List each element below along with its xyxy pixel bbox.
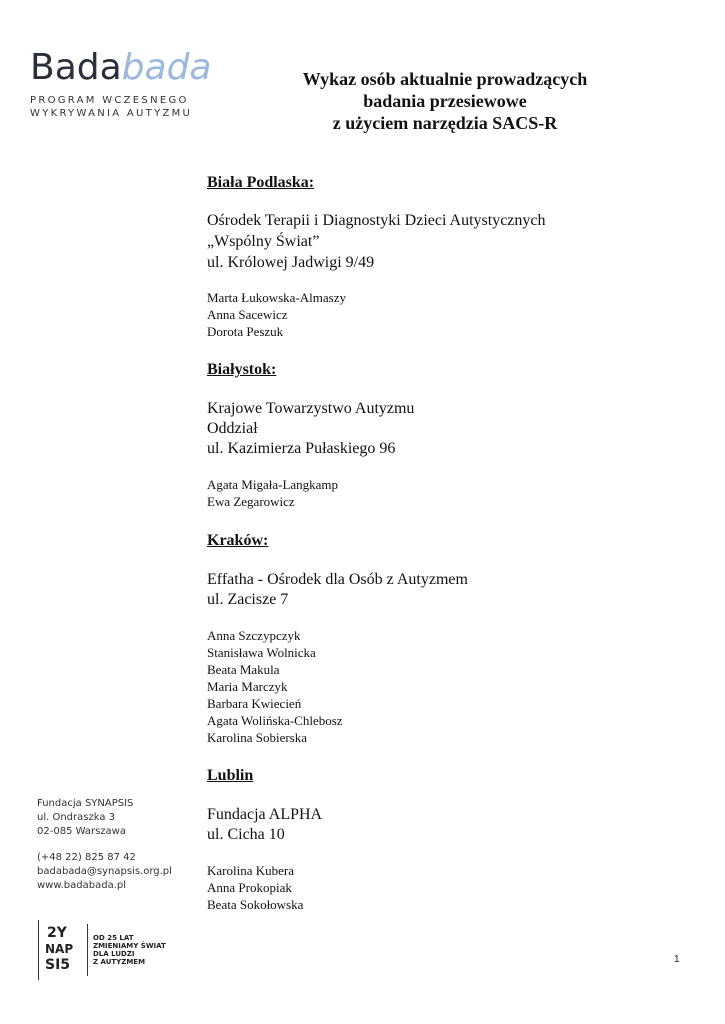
synapsis-tagline (93, 934, 166, 966)
org-line: ul. Kazimierza Pułaskiego 96 (207, 440, 396, 457)
org-line: „Wspólny Świat” (207, 233, 320, 250)
person-name: Agata Migała-Langkamp (207, 477, 339, 492)
synapsis-mark (38, 920, 89, 980)
org-line: Oddział (207, 420, 258, 437)
org-line: Fundacja ALPHA (207, 806, 323, 823)
document-title (240, 68, 650, 134)
badabada-logo (30, 47, 212, 120)
person-name: Anna Sacewicz (207, 307, 288, 322)
person-name: Anna Szczypczyk (207, 628, 301, 643)
org-line: Krajowe Towarzystwo Autyzmu (207, 400, 415, 417)
footer-email: badabada@synapsis.org.pl (37, 866, 172, 877)
section-city-bialystok: Białystok: (207, 361, 277, 378)
synapsis-divider (87, 924, 88, 976)
footer-city: 02-085 Warszawa (37, 826, 126, 837)
person-name: Barbara Kwiecień (207, 696, 302, 711)
org-line: Ośrodek Terapii i Diagnostyki Dzieci Autystycznych (207, 212, 546, 229)
logo-subtitle-line1: PROGRAM WCZESNEGO (30, 95, 189, 106)
logo-subtitle (30, 94, 200, 120)
logo-word-part2: bada (121, 47, 212, 88)
footer-phone: (+48 22) 825 87 42 (37, 852, 136, 863)
person-name: Marta Łukowska-Almaszy (207, 290, 346, 305)
person-name: Karolina Kubera (207, 863, 294, 878)
page-number: 1 (674, 954, 680, 965)
synapsis-tagline-line1: OD 25 LAT (93, 934, 134, 942)
logo-wordmark (30, 47, 212, 88)
synapsis-tagline-line4: Z AUTYZMEM (93, 958, 146, 966)
synapsis-mark-line1: 2Y (47, 925, 67, 941)
title-line1: Wykaz osób aktualnie prowadzących (302, 69, 588, 89)
person-name: Karolina Sobierska (207, 730, 308, 745)
logo-subtitle-line2: WYKRYWANIA AUTYZMU (30, 108, 193, 119)
section-city-biala-podlaska: Biała Podlaska: (207, 174, 315, 191)
person-name: Beata Makula (207, 662, 280, 677)
org-line: ul. Zacisze 7 (207, 591, 289, 608)
section-city-krakow: Kraków: (207, 532, 269, 549)
title-line3: z użyciem narzędzia SACS-R (332, 113, 558, 133)
logo-word-part1: Bada (30, 47, 122, 88)
person-name: Maria Marczyk (207, 679, 288, 694)
synapsis-mark-line2: NAP (45, 942, 74, 956)
person-name: Agata Wolińska-Chlebosz (207, 713, 343, 728)
footer-website: www.badabada.pl (37, 880, 127, 891)
person-name: Stanisława Wolnicka (207, 645, 316, 660)
person-name: Anna Prokopiak (207, 880, 292, 895)
synapsis-tagline-line3: DLA LUDZI (93, 950, 135, 958)
synapsis-logo (38, 920, 178, 980)
org-line: Effatha - Ośrodek dla Osób z Autyzmem (207, 571, 468, 588)
person-name: Dorota Peszuk (207, 324, 284, 339)
synapsis-tagline-line2: ZMIENIAMY ŚWIAT (93, 942, 166, 950)
synapsis-mark-line3: SI5 (45, 957, 71, 973)
person-name: Beata Sokołowska (207, 897, 304, 912)
org-line: ul. Cicha 10 (207, 826, 285, 843)
section-city-lublin: Lublin (207, 767, 254, 784)
title-line2: badania przesiewowe (363, 91, 527, 111)
org-line: ul. Królowej Jadwigi 9/49 (207, 254, 375, 271)
footer-org-name: Fundacja SYNAPSIS (37, 798, 134, 809)
person-name: Ewa Zegarowicz (207, 494, 295, 509)
footer-street: ul. Ondraszka 3 (37, 812, 116, 823)
